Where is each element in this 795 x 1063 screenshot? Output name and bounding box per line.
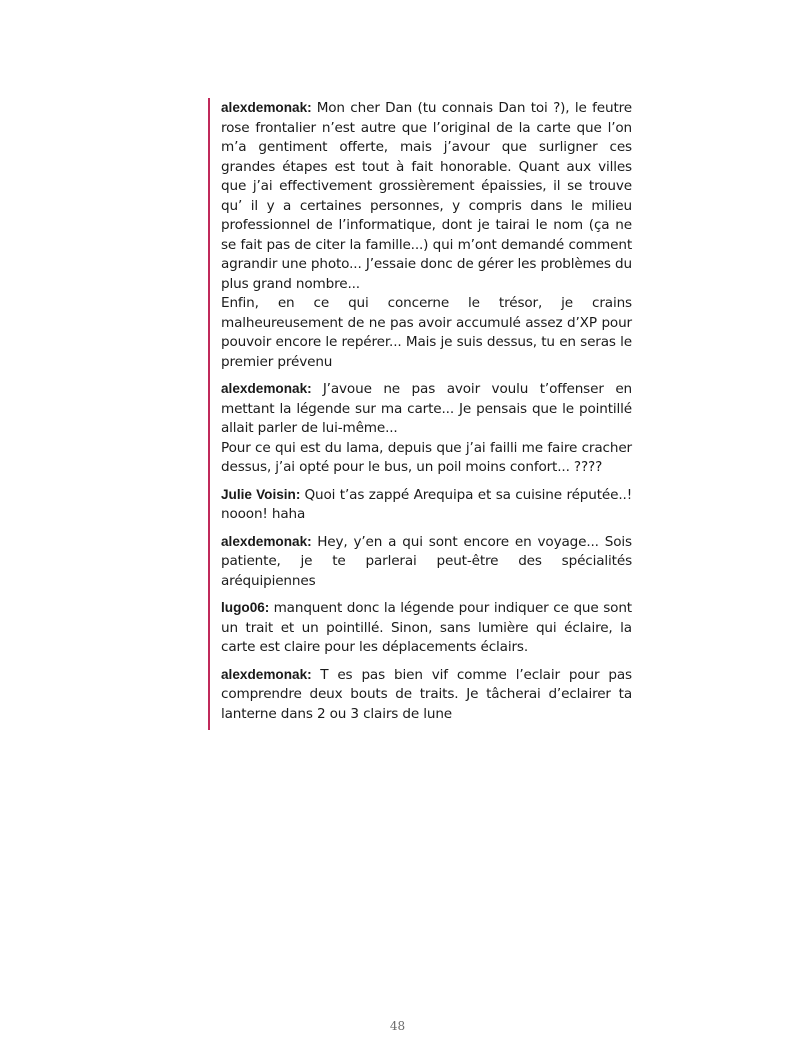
comment-author: lugo06: [221,600,274,615]
comment-text: T es pas bien vif comme l’eclair pour pas comprendre deux bouts de traits. Je tâcherai d’eclairer ta lanterne dans 2 ou 3 clairs de lune [221,666,632,722]
comment-text: Pour ce qui est du lama, depuis que j’ai failli me faire cracher dessus, j’ai opté pour le bus, un poil moins confort... ???? [221,439,632,475]
comment-author: alexdemonak: [221,381,323,396]
comment-author: Julie Voisin: [221,486,305,502]
page-number: 48 [389,1019,406,1033]
comment-thread [208,98,632,730]
comment [221,485,632,525]
comment-text: Mon cher Dan (tu connais Dan toi ?), le feutre rose frontalier n’est autre que l’original de la carte que l’on m’a gentiment offerte, mais j’avour que surligner ces grandes étapes est tout à fait honorable. Quant aux villes que j’ai effectivement grossièrement épaissies, il se trouve qu’ il y a certaines personnes, y compris dans le milieu professionnel de l’informatique, dont je tairai le nom (ça ne se fait pas de citer la famille...) qui m’ont demandé comment agrandir une photo... J’essaie donc de gérer les problèmes du plus grand nombre... [221,100,632,292]
comment-text: Hey, y’en a qui sont encore en voyage... Sois patiente, je te parlerai peut-être des spécialités aréquipiennes [221,533,632,589]
comment-text: J’avoue ne pas avoir voulu t’offenser en mettant la légende sur ma carte... Je pensais que le pointillé allait parler de lui-même... [221,381,632,436]
comment-author: alexdemonak: [221,100,317,115]
comment-text: Enfin, en ce qui concerne le trésor, je crains malheureusement de ne pas avoir accumulé assez d’XP pour pouvoir encore le repérer... Mais je suis dessus, tu en seras le premier prévenu [221,295,632,370]
comment [221,598,632,658]
comment-text: Quoi t’as zappé Arequipa et sa cuisine réputée..! nooon! haha [221,486,632,522]
comment [221,379,632,478]
comment [221,532,632,592]
comment-author: alexdemonak: [221,666,321,682]
comment-text: manquent donc la légende pour indiquer ce que sont un trait et un pointillé. Sinon, sans lumière qui éclaire, la carte est claire pour les déplacements éclairs. [221,600,632,655]
comment [221,98,632,372]
comment [221,665,632,725]
comment-author: alexdemonak: [221,533,318,549]
